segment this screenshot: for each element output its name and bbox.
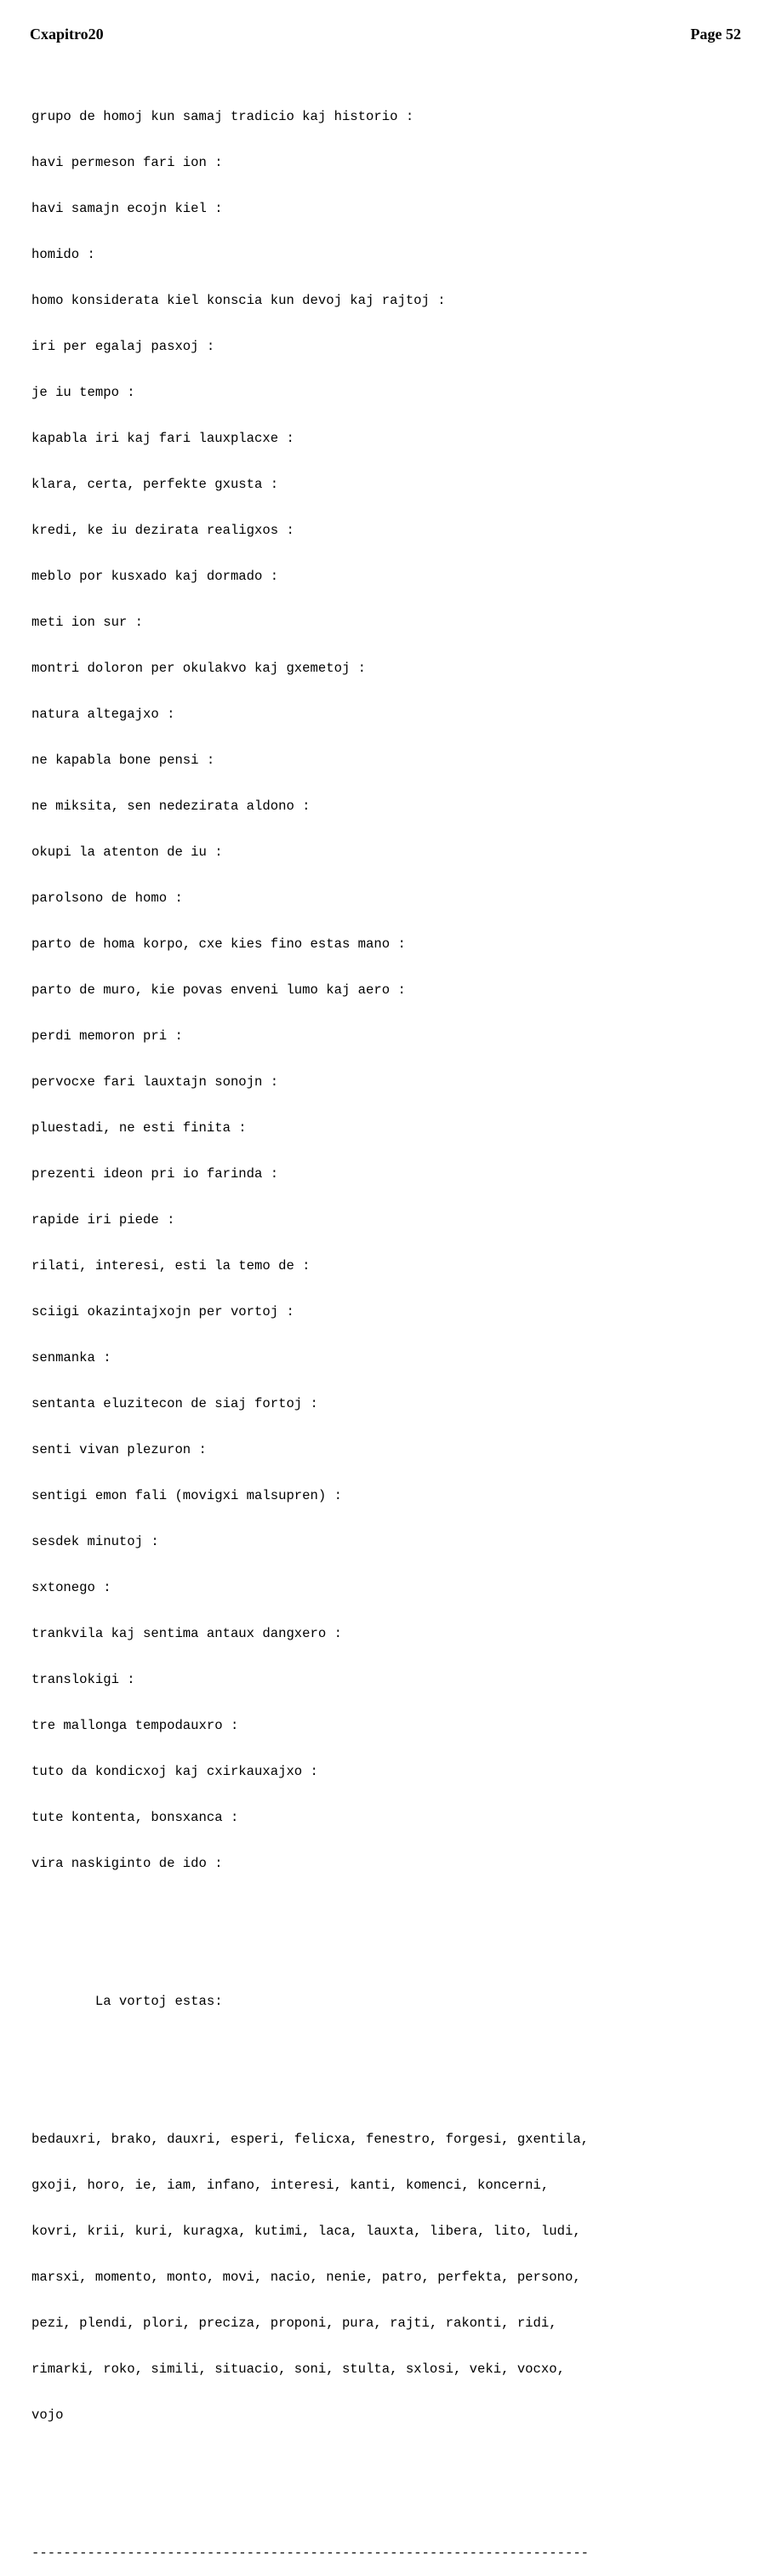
definition-line: pervocxe fari lauxtajn sonojn : <box>31 1074 279 1090</box>
definition-line: tuto da kondicxoj kaj cxirkauxajxo : <box>31 1764 318 1779</box>
page-number: Page 52 <box>690 26 741 43</box>
definition-line: pluestadi, ne esti finita : <box>31 1120 247 1136</box>
definition-line: translokigi : <box>31 1672 135 1687</box>
word-list-line: gxoji, horo, ie, iam, infano, interesi, kanti, komenci, koncerni, <box>31 2178 550 2193</box>
definition-line: parolsono de homo : <box>31 890 183 906</box>
definition-line: sesdek minutoj : <box>31 1534 159 1549</box>
definition-line: natura altegajxo : <box>31 707 175 722</box>
definition-line: senmanka : <box>31 1350 111 1365</box>
page-header <box>30 26 741 46</box>
definition-line: klara, certa, perfekte gxusta : <box>31 477 279 492</box>
blank-line <box>31 2040 744 2055</box>
definition-line: homido : <box>31 247 95 262</box>
definition-line: tute kontenta, bonsxanca : <box>31 1810 239 1825</box>
chapter-title: Cxapitro20 <box>30 26 104 43</box>
word-list-line: pezi, plendi, plori, preciza, proponi, pura, rajti, rakonti, ridi, <box>31 2316 557 2331</box>
definition-line: homo konsiderata kiel konscia kun devoj kaj rajtoj : <box>31 293 446 308</box>
definition-line: montri doloron per okulakvo kaj gxemetoj : <box>31 661 367 676</box>
definition-line: prezenti ideon pri io farinda : <box>31 1166 279 1182</box>
blank-line <box>31 2499 744 2515</box>
word-list-line: marsxi, momento, monto, movi, nacio, nenie, patro, perfekta, persono, <box>31 2270 581 2285</box>
definition-line: sentigi emon fali (movigxi malsupren) : <box>31 1488 342 1503</box>
definition-line: meblo por kusxado kaj dormado : <box>31 569 279 584</box>
word-list-line: kovri, krii, kuri, kuragxa, kutimi, laca, lauxta, libera, lito, ludi, <box>31 2224 581 2239</box>
page-content <box>31 48 744 2576</box>
definition-line: je iu tempo : <box>31 385 135 400</box>
definition-line: havi samajn ecojn kiel : <box>31 201 223 216</box>
definition-line: meti ion sur : <box>31 615 144 630</box>
definition-line: perdi memoron pri : <box>31 1028 183 1044</box>
definition-line: rapide iri piede : <box>31 1212 175 1228</box>
definition-line: rilati, interesi, esti la temo de : <box>31 1258 311 1274</box>
word-list <box>31 2101 744 2453</box>
definition-line: okupi la atenton de iu : <box>31 844 223 860</box>
definition-line: iri per egalaj pasxoj : <box>31 339 215 354</box>
word-list-line: bedauxri, brako, dauxri, esperi, felicxa, fenestro, forgesi, gxentila, <box>31 2132 590 2147</box>
definition-line: parto de muro, kie povas enveni lumo kaj aero : <box>31 982 406 998</box>
word-list-line: vojo <box>31 2407 64 2423</box>
words-heading: La vortoj estas: <box>31 1994 223 2009</box>
separator-line: ---------------------------------------------------------------------- <box>31 2545 590 2561</box>
definition-line: trankvila kaj sentima antaux dangxero : <box>31 1626 342 1641</box>
definition-line: sciigi okazintajxojn per vortoj : <box>31 1304 294 1319</box>
definition-line: ne kapabla bone pensi : <box>31 753 215 768</box>
blank-line <box>31 1948 744 1963</box>
definition-line: kapabla iri kaj fari lauxplacxe : <box>31 431 294 446</box>
definition-line: vira naskiginto de ido : <box>31 1856 223 1871</box>
word-list-line: rimarki, roko, simili, situacio, soni, stulta, sxlosi, veki, vocxo, <box>31 2361 565 2377</box>
definition-line: ne miksita, sen nedezirata aldono : <box>31 799 311 814</box>
definition-line: sentanta eluzitecon de siaj fortoj : <box>31 1396 318 1411</box>
definition-line: senti vivan plezuron : <box>31 1442 207 1457</box>
definition-line: grupo de homoj kun samaj tradicio kaj historio : <box>31 109 414 124</box>
definition-line: parto de homa korpo, cxe kies fino estas mano : <box>31 936 406 952</box>
definition-line: tre mallonga tempodauxro : <box>31 1718 239 1733</box>
definitions-list <box>31 78 744 1902</box>
definition-line: sxtonego : <box>31 1580 111 1595</box>
definition-line: kredi, ke iu dezirata realigxos : <box>31 523 294 538</box>
definition-line: havi permeson fari ion : <box>31 155 223 170</box>
